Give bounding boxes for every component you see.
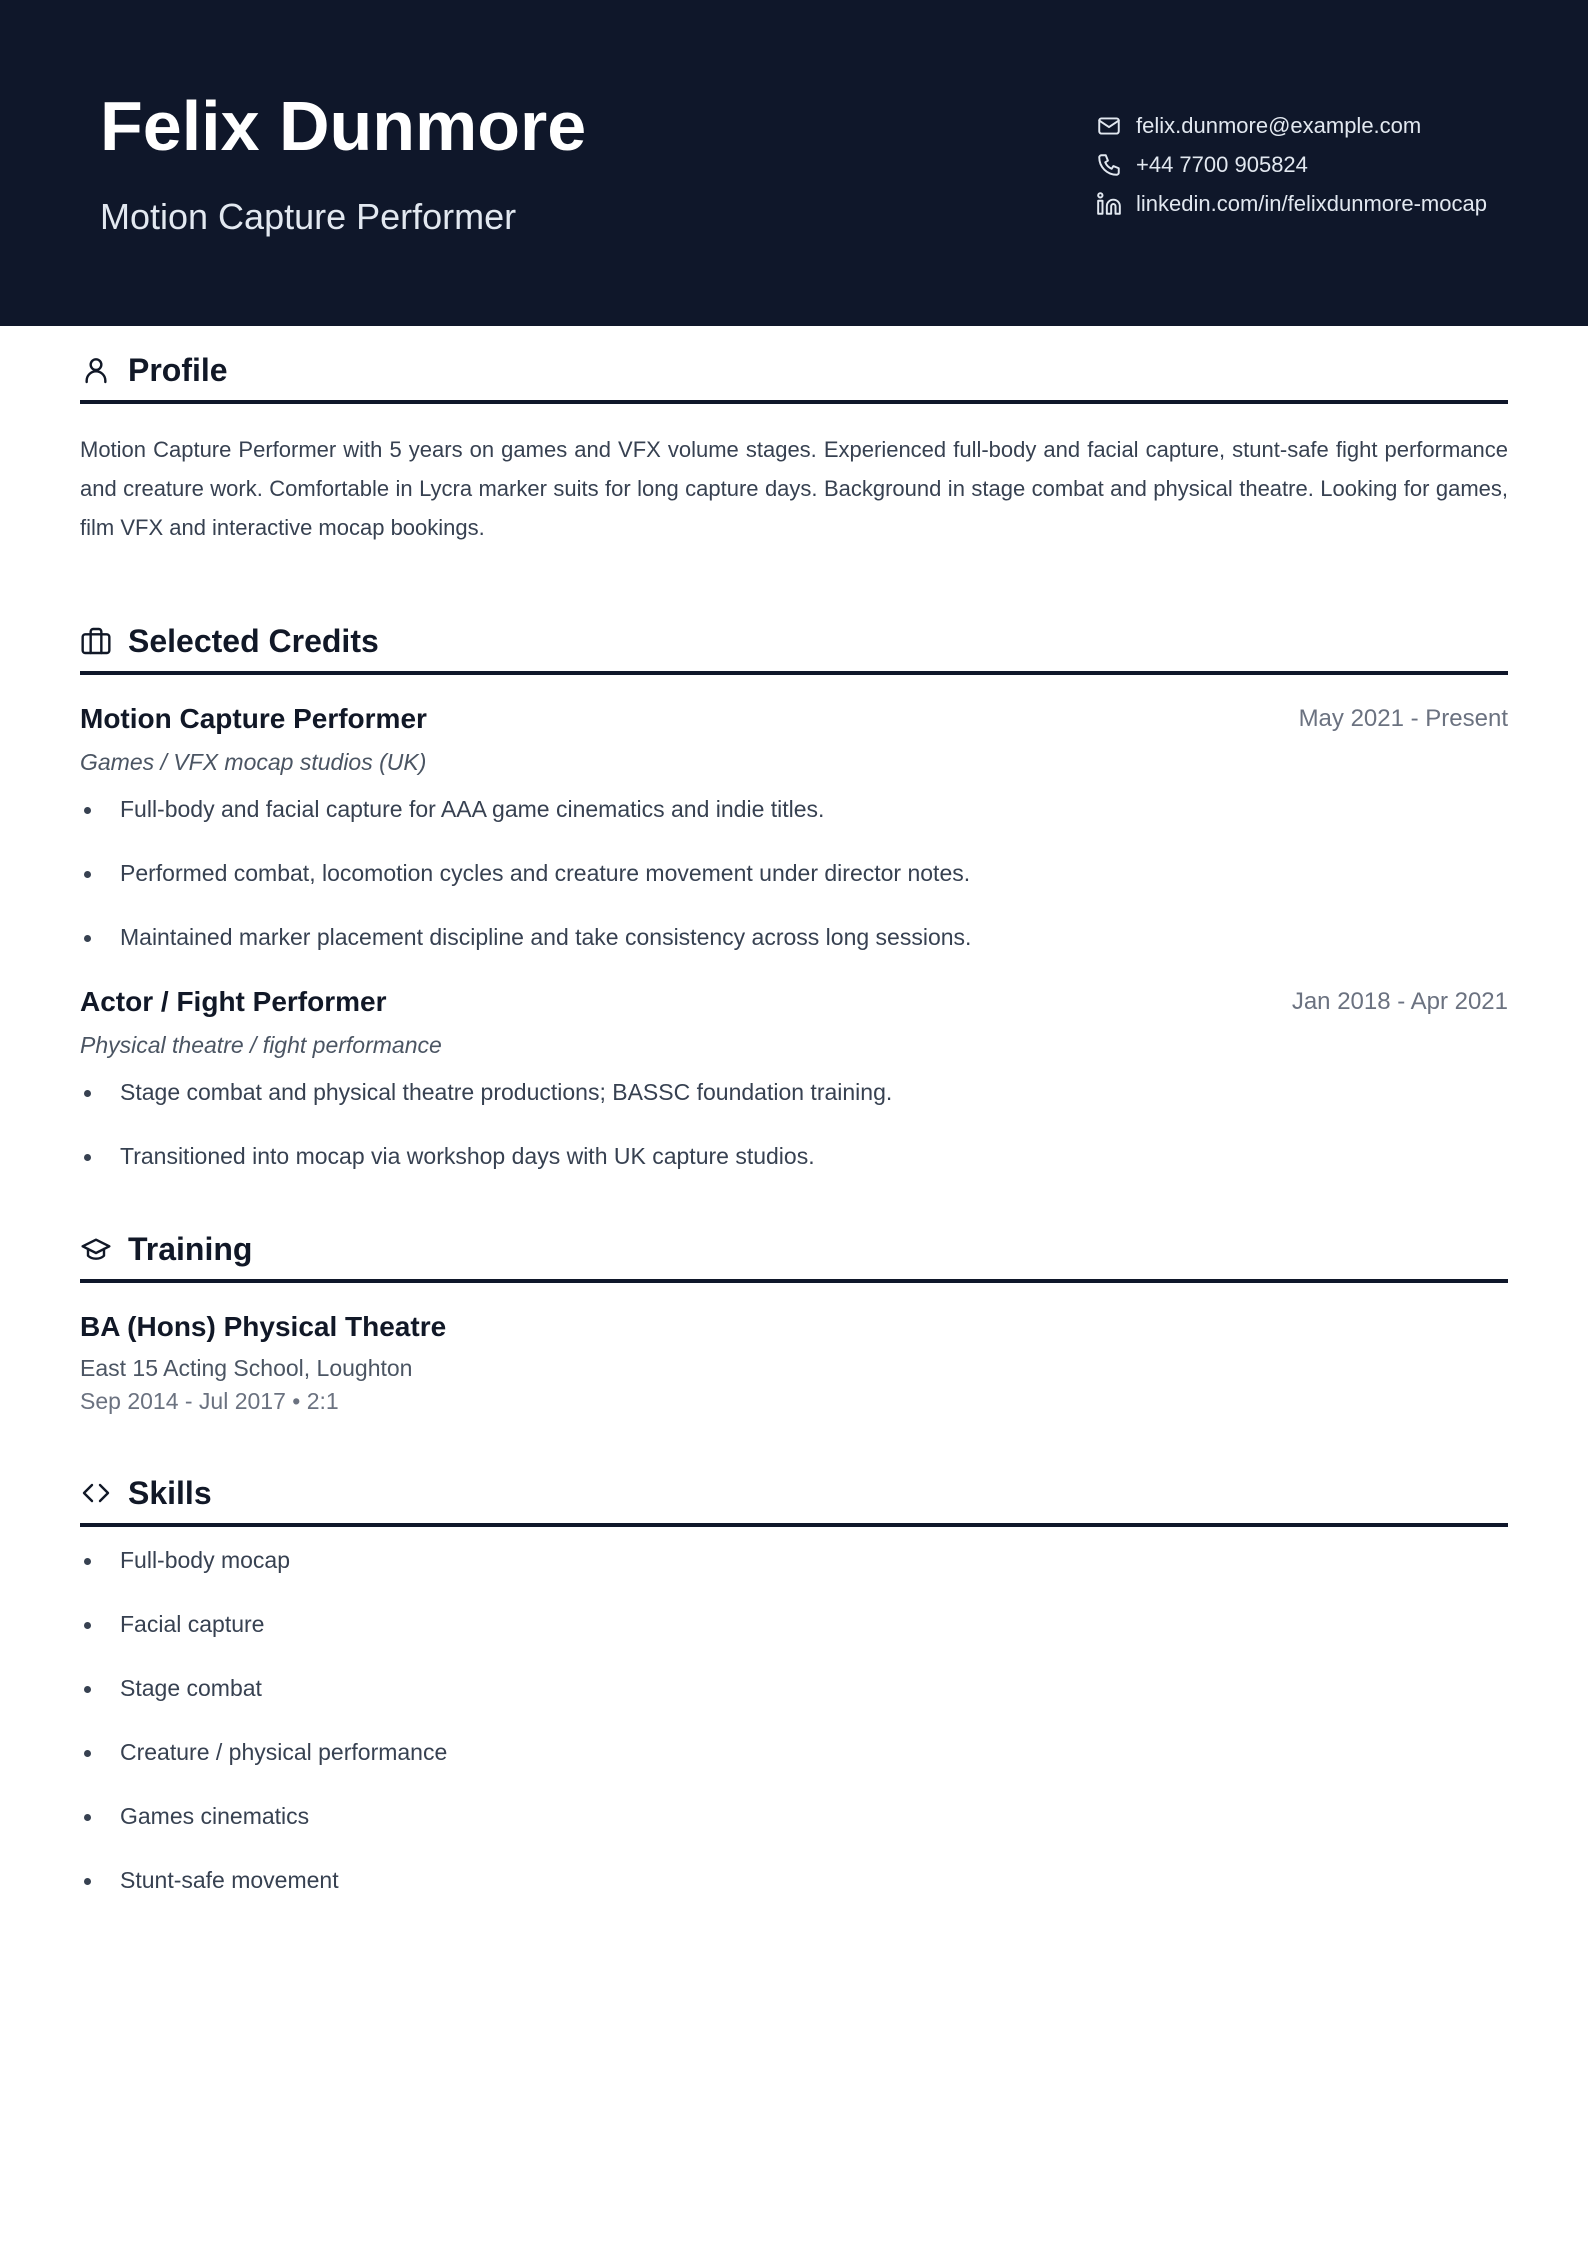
briefcase-icon	[80, 625, 112, 657]
skill-item: Games cinematics	[80, 1801, 1508, 1831]
linkedin-icon	[1096, 191, 1122, 217]
degree-meta: Sep 2014 - Jul 2017 • 2:1	[80, 1388, 339, 1414]
contact-email-text: felix.dunmore@example.com	[1136, 112, 1422, 138]
skill-item: Stage combat	[80, 1673, 1508, 1703]
credit-bullet: Transitioned into mocap via workshop days with UK capture studios.	[80, 1141, 1508, 1171]
user-icon	[80, 354, 112, 386]
skills-heading	[80, 1449, 1508, 1527]
contact-linkedin[interactable]	[1096, 184, 1487, 223]
credit-bullet: Maintained marker placement discipline and take consistency across long sessions.	[80, 922, 1508, 952]
credit-entry	[80, 986, 1508, 1171]
resume-header	[0, 0, 1588, 326]
credit-bullets	[80, 794, 1508, 952]
credit-date: May 2021 - Present	[1298, 705, 1508, 732]
credit-title: Motion Capture Performer	[80, 703, 427, 734]
credits-heading-text: Selected Credits	[128, 622, 379, 659]
skill-item: Full-body mocap	[80, 1545, 1508, 1575]
contact-linkedin-text: linkedin.com/in/felixdunmore-mocap	[1136, 190, 1487, 216]
contact-phone-text: +44 7700 905824	[1136, 151, 1308, 177]
credit-entry	[80, 703, 1508, 952]
credits-section	[80, 597, 1508, 1171]
credit-org: Games / VFX mocap studios (UK)	[80, 749, 427, 775]
credit-org: Physical theatre / fight performance	[80, 1032, 442, 1058]
contact-list	[1096, 106, 1487, 223]
contact-email[interactable]	[1096, 106, 1487, 145]
skills-heading-text: Skills	[128, 1474, 212, 1511]
resume-body	[80, 326, 1508, 1929]
credit-date: Jan 2018 - Apr 2021	[1291, 988, 1508, 1015]
degree-title: BA (Hons) Physical Theatre	[80, 1311, 447, 1342]
school-name: East 15 Acting School, Loughton	[80, 1355, 413, 1381]
mail-icon	[1096, 113, 1122, 139]
credit-bullet: Full-body and facial capture for AAA game cinematics and indie titles.	[80, 794, 1508, 824]
skill-item: Creature / physical performance	[80, 1737, 1508, 1767]
profile-summary: Motion Capture Performer with 5 years on games and VFX volume stages. Experienced full-body and facial capture, stunt-safe fight performance and creature work. Comfortable in Lycra marker suits for long capture days. Background in stage combat and physical theatre. Looking for games, film VFX and interactive mocap bookings.	[80, 437, 1508, 540]
candidate-name: Felix Dunmore	[100, 87, 587, 165]
contact-phone[interactable]	[1096, 145, 1487, 184]
graduation-cap-icon	[80, 1233, 112, 1265]
credit-bullet: Performed combat, locomotion cycles and creature movement under director notes.	[80, 858, 1508, 888]
credit-title: Actor / Fight Performer	[80, 986, 387, 1017]
skills-list	[80, 1545, 1508, 1895]
code-icon	[80, 1477, 112, 1509]
training-heading-text: Training	[128, 1230, 253, 1267]
credit-bullet: Stage combat and physical theatre productions; BASSC foundation training.	[80, 1077, 1508, 1107]
candidate-title: Motion Capture Performer	[100, 196, 517, 237]
skill-item: Stunt-safe movement	[80, 1865, 1508, 1895]
skill-item: Facial capture	[80, 1609, 1508, 1639]
training-heading	[80, 1205, 1508, 1283]
profile-heading	[80, 326, 1508, 404]
phone-icon	[1096, 152, 1122, 178]
profile-heading-text: Profile	[128, 351, 228, 388]
credit-bullets	[80, 1077, 1508, 1171]
profile-section	[80, 326, 1508, 547]
skills-section	[80, 1449, 1508, 1895]
credits-heading	[80, 597, 1508, 675]
training-section	[80, 1205, 1508, 1415]
